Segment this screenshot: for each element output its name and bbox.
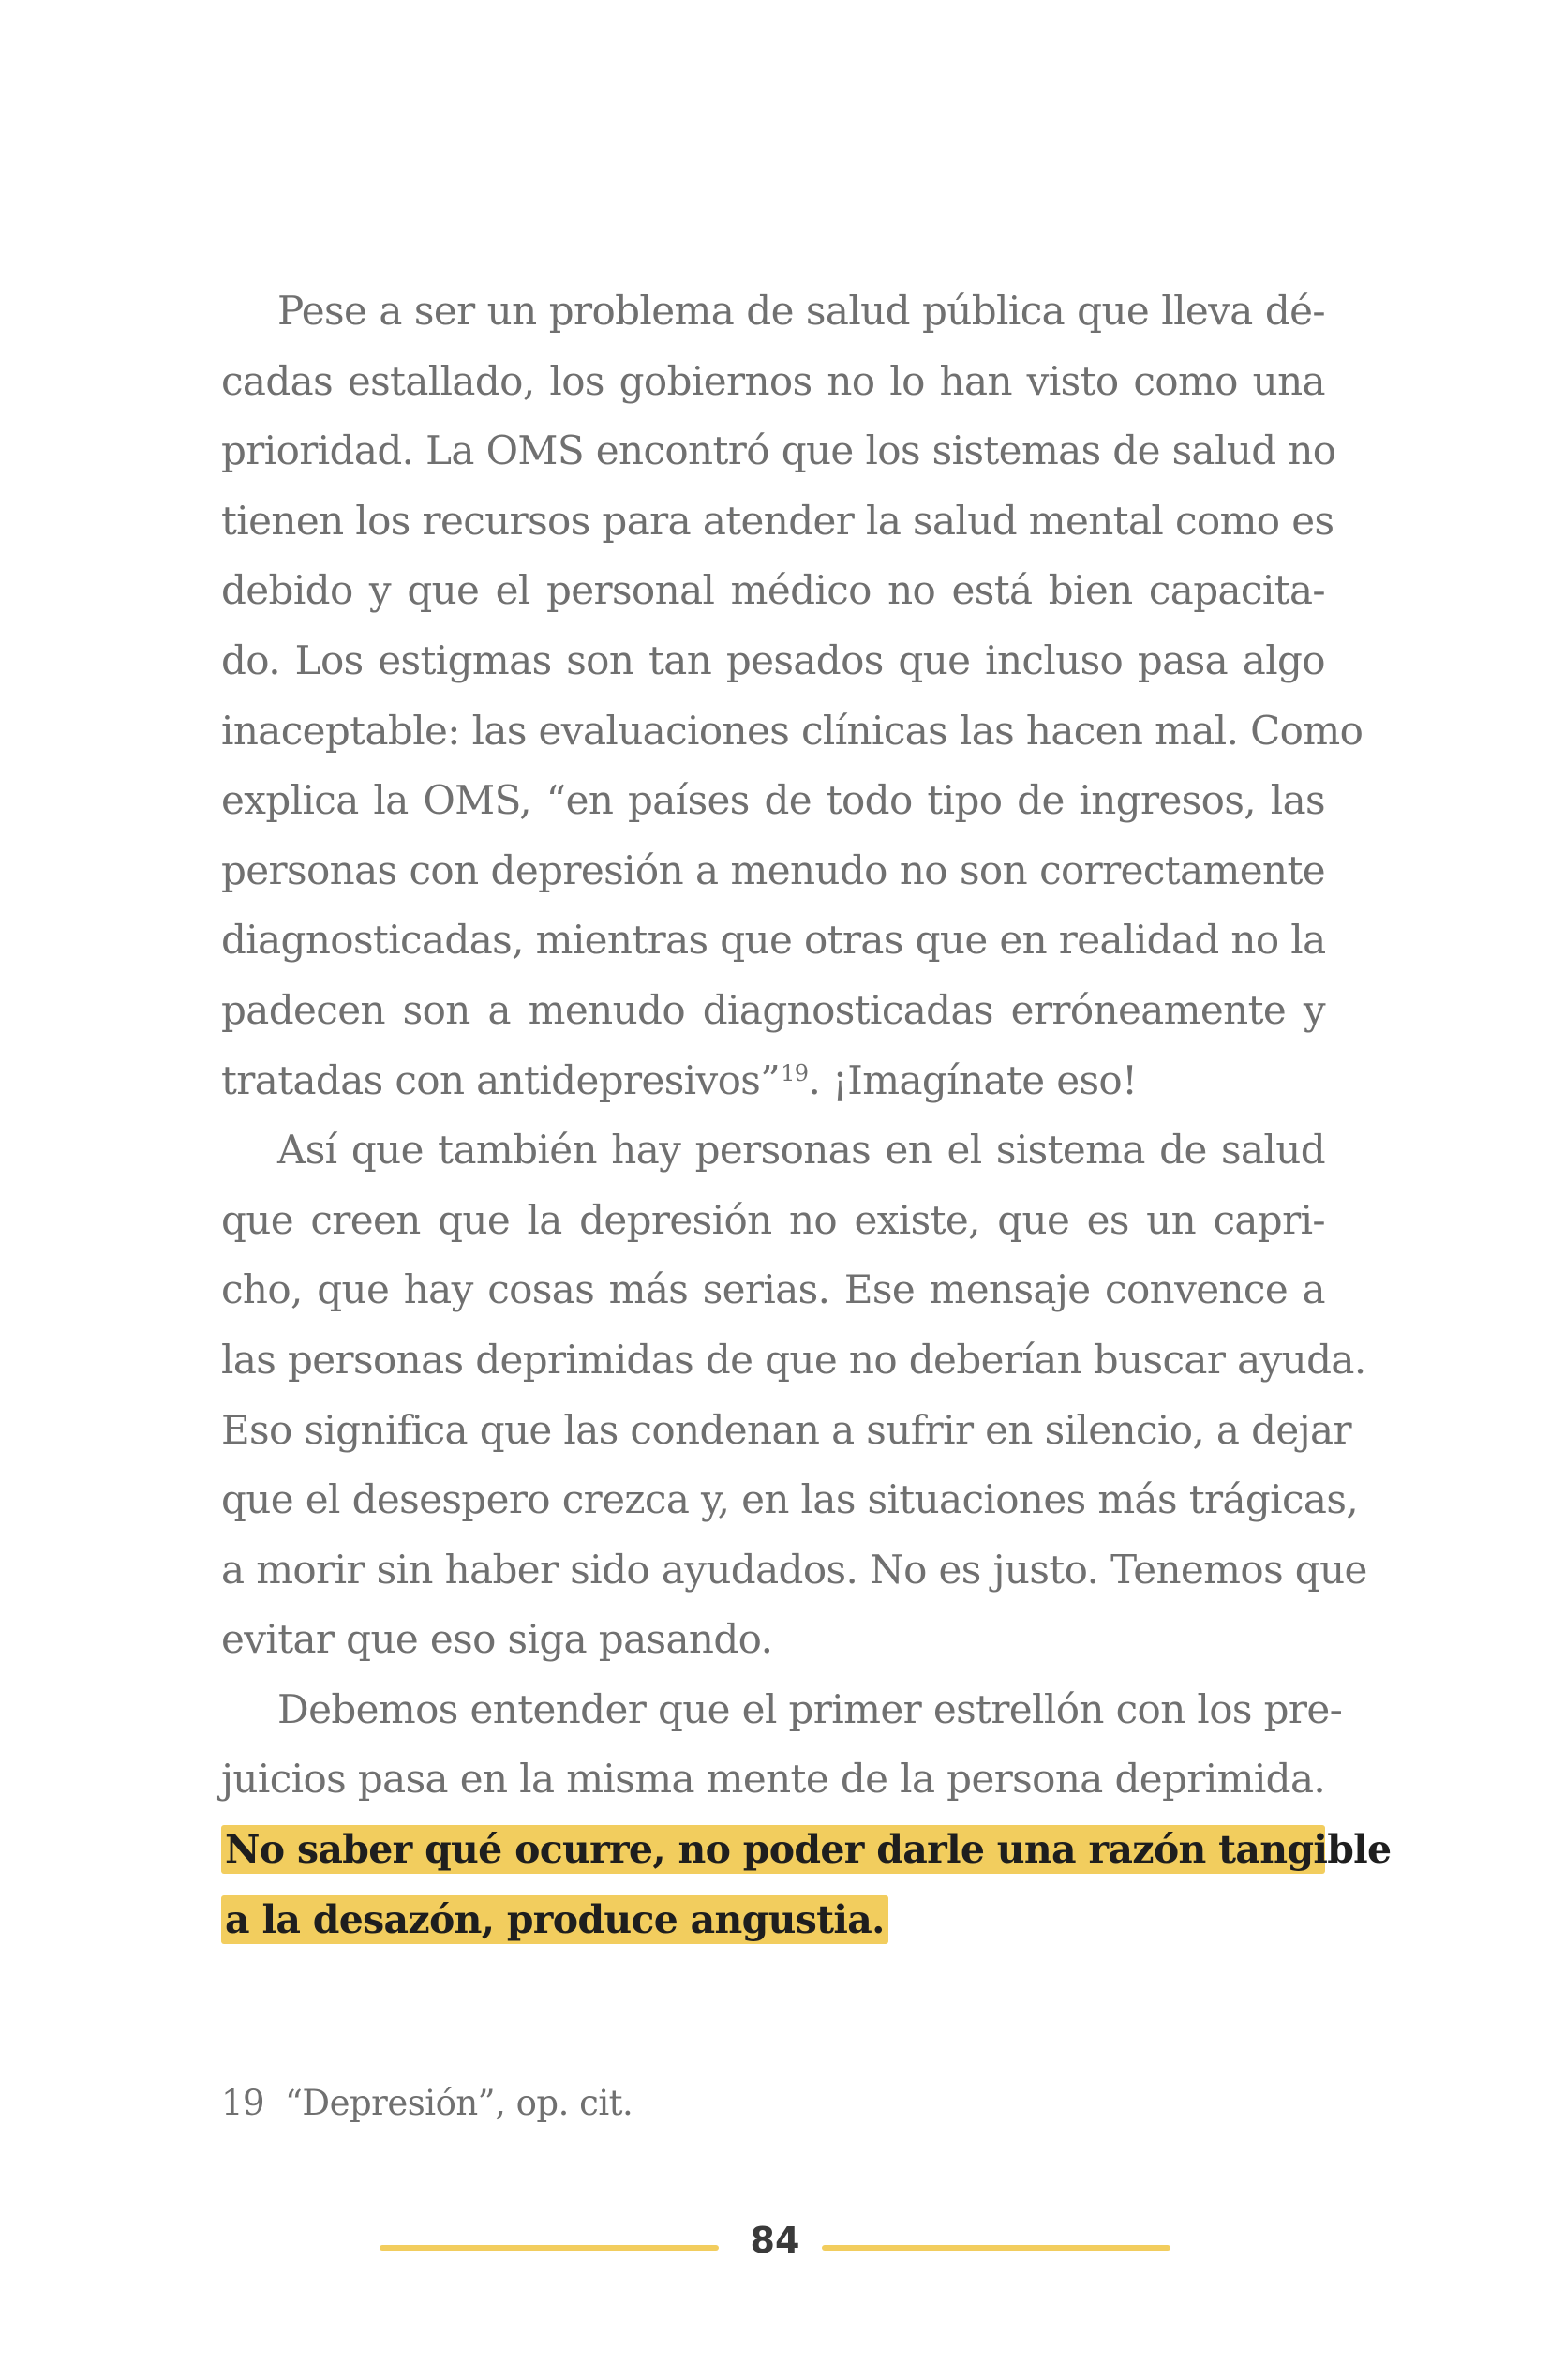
page-number-rule-right (822, 2245, 1170, 2251)
text-line: las personas deprimidas de que no deberían buscar ayuda. (221, 1336, 1366, 1383)
text-line: explica la OMS, “en países de todo tipo de ingresos, las (221, 777, 1325, 824)
text-line: diagnosticadas, mientras que otras que en realidad no la (221, 917, 1326, 964)
highlighted-line (221, 1885, 1325, 1955)
text-line: juicios pasa en la misma mente de la persona deprimida. (221, 1756, 1326, 1803)
footnote-reference: 19 (781, 1059, 809, 1086)
body-text (221, 277, 1392, 1954)
text-line: inaceptable: las evaluaciones clínicas las hacen mal. Como (221, 707, 1364, 754)
text-line: evitar que eso siga pasando. (221, 1616, 773, 1663)
text-line: do. Los estigmas son tan pesados que incluso pasa algo (221, 636, 1325, 683)
text-line-with-footnote (221, 1046, 1325, 1116)
text-line: que creen que la depresión no existe, que es un capri- (221, 1196, 1325, 1243)
text-line: Debemos entender que el primer estrellón con los pre- (277, 1685, 1343, 1732)
highlighted-text: a la desazón, produce angustia. (221, 1895, 888, 1944)
text-fragment: tratadas con antidepresivos” (221, 1056, 781, 1103)
page-number: 84 (750, 2220, 800, 2261)
text-line: cadas estallado, los gobiernos no lo han visto como una (221, 357, 1325, 404)
text-line: Así que también hay personas en el sistema de salud (277, 1127, 1325, 1174)
highlighted-line (221, 1815, 1392, 1885)
text-line: personas con depresión a menudo no son correctamente (221, 846, 1325, 893)
text-line: debido y que el personal médico no está bien capacita- (221, 567, 1325, 614)
text-line: cho, que hay cosas más serias. Ese mensaje convence a (221, 1266, 1325, 1313)
text-line: prioridad. La OMS encontró que los sistemas de salud no (221, 427, 1336, 474)
highlighted-text: No saber qué ocurre, no poder darle una razón tangible (221, 1825, 1325, 1874)
footnote-text: “Depresión”, op. cit. (285, 2083, 633, 2123)
text-line: a morir sin haber sido ayudados. No es justo. Tenemos que (221, 1546, 1367, 1593)
footnote-number: 19 (221, 2083, 265, 2123)
text-line: padecen son a menudo diagnosticadas erróneamente y (221, 986, 1325, 1033)
text-fragment: . ¡Imagínate eso! (808, 1056, 1138, 1103)
text-line: tienen los recursos para atender la salud mental como es (221, 497, 1334, 544)
text-line: Pese a ser un problema de salud pública que lleva dé- (277, 288, 1325, 334)
text-line: Eso significa que las condenan a sufrir en silencio, a dejar (221, 1406, 1351, 1453)
footnote (221, 2083, 633, 2123)
text-line: que el desespero crezca y, en las situaciones más trágicas, (221, 1476, 1359, 1523)
